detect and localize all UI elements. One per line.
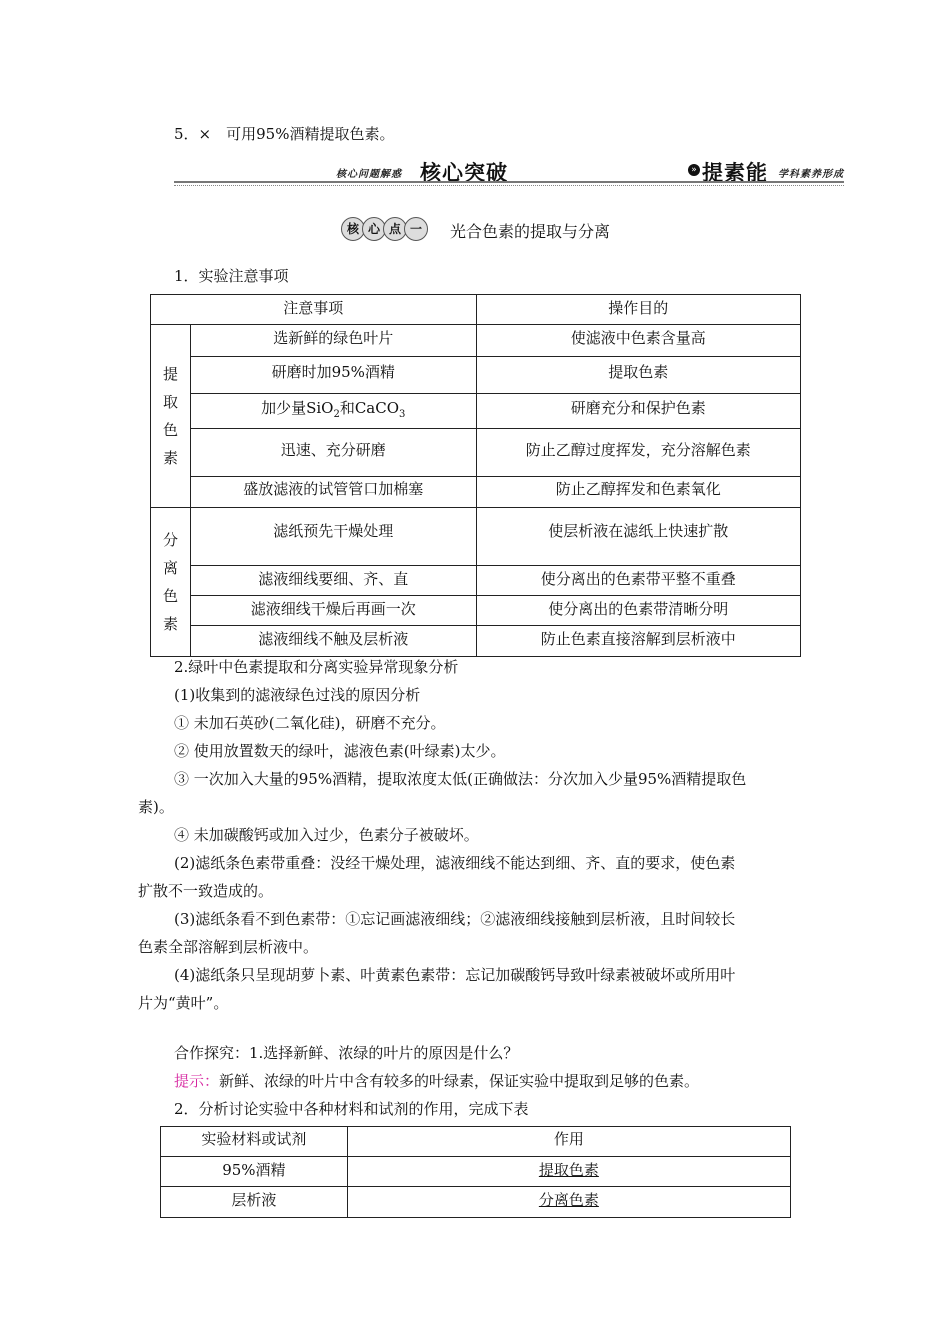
analysis-p1-4: ④ 未加碳酸钙或加入过少，色素分子被破坏。 (174, 826, 479, 844)
analysis-p1-2: ② 使用放置数天的绿叶，滤液色素(叶绿素)太少。 (174, 742, 506, 760)
header-purpose: 操作目的 (476, 295, 800, 325)
analysis-p2: (2)滤纸条色素带重叠：没经干燥处理，滤液细线不能达到细、齐、直的要求，使色素 (174, 854, 736, 872)
subscript: 3 (399, 409, 406, 420)
role-cell (347, 1187, 790, 1218)
purpose-cell: 研磨充分和保护色素 (476, 394, 800, 429)
role-cell (347, 1157, 790, 1187)
section-banner (174, 155, 844, 187)
item-cell: 滤液细线干燥后再画一次 (190, 596, 476, 626)
table-row (151, 477, 801, 508)
banner-title-core: 核心突破 (420, 161, 508, 185)
item-cell: 研磨时加95%酒精 (190, 357, 476, 394)
purpose-cell: 防止乙醇挥发和色素氧化 (476, 477, 800, 508)
label-char: 色 (162, 421, 178, 439)
header-role: 作用 (347, 1127, 790, 1157)
purpose-cell: 使层析液在滤纸上快速扩散 (476, 508, 800, 566)
label-char: 提 (162, 365, 178, 383)
banner-title-skill: 提素能 (702, 161, 768, 185)
purpose-cell: 提取色素 (476, 357, 800, 394)
item-text: 加少量SiO (261, 399, 334, 417)
analysis-p1-1: ① 未加石英砂(二氧化硅)，研磨不充分。 (174, 714, 446, 732)
table-row (161, 1187, 791, 1218)
banner-arrow-icon: » (688, 164, 700, 176)
label-char: 取 (162, 393, 178, 411)
explore-question-2: 2．分析讨论实验中各种材料和试剂的作用，完成下表 (174, 1100, 529, 1118)
table-header-row (151, 295, 801, 325)
purpose-cell: 防止乙醇过度挥发，充分溶解色素 (476, 429, 800, 477)
table-row (151, 429, 801, 477)
analysis-p4: (4)滤纸条只呈现胡萝卜素、叶黄素色素带：忘记加碳酸钙导致叶绿素被破坏或所用叶 (174, 966, 736, 984)
hint-text: 新鲜、浓绿的叶片中含有较多的叶绿素，保证实验中提取到足够的色素。 (219, 1072, 700, 1090)
explore-hint (174, 1071, 699, 1091)
item-cell: 滤纸预先干燥处理 (190, 508, 476, 566)
explore-question-1: 合作探究：1.选择新鲜、浓绿的叶片的原因是什么？ (174, 1044, 519, 1062)
badge-char: 核 (341, 217, 365, 241)
analysis-p3: (3)滤纸条看不到色素带：①忘记画滤液细线；②滤液细线接触到层析液，且时间较长 (174, 910, 736, 928)
purpose-cell: 使滤液中色素含量高 (476, 325, 800, 357)
analysis-p1-3-cont: 素)。 (138, 798, 174, 816)
badge-char: 点 (383, 217, 407, 241)
table-row (151, 394, 801, 429)
materials-table (160, 1126, 791, 1218)
table-row (151, 357, 801, 394)
banner-right-caption: 学科素养形成 (778, 169, 844, 180)
table-row (151, 596, 801, 626)
material-cell: 95%酒精 (161, 1157, 348, 1187)
label-char: 素 (162, 615, 178, 633)
table-row (151, 626, 801, 657)
analysis-p1: (1)收集到的滤液绿色过浅的原因分析 (174, 686, 421, 704)
section-title: 光合色素的提取与分离 (450, 222, 611, 241)
badge-char: 一 (404, 217, 428, 241)
analysis-p1-3: ③ 一次加入大量的95%酒精，提取浓度太低(正确做法：分次加入少量95%酒精提取色 (174, 770, 747, 788)
answer-line: 5．× 可用95%酒精提取色素。 (174, 125, 395, 143)
item-cell: 盛放滤液的试管管口加棉塞 (190, 477, 476, 508)
analysis-p3-cont: 色素全部溶解到层析液中。 (138, 938, 319, 956)
subscript: 2 (333, 409, 340, 420)
group-label-separate (151, 508, 191, 657)
table-row (151, 508, 801, 566)
core-point-badge (341, 217, 429, 241)
table-header-row (161, 1127, 791, 1157)
item-cell: 选新鲜的绿色叶片 (190, 325, 476, 357)
purpose-cell: 使分离出的色素带清晰分明 (476, 596, 800, 626)
table1-caption: 1．实验注意事项 (174, 267, 289, 285)
table-row (161, 1157, 791, 1187)
purpose-cell: 防止色素直接溶解到层析液中 (476, 626, 800, 657)
analysis-p2-cont: 扩散不一致造成的。 (138, 882, 274, 900)
table-row (151, 566, 801, 596)
badge-char: 心 (362, 217, 386, 241)
label-char: 离 (162, 559, 178, 577)
item-cell: 迅速、充分研磨 (190, 429, 476, 477)
material-cell: 层析液 (161, 1187, 348, 1218)
precautions-table (150, 294, 801, 657)
purpose-cell: 使分离出的色素带平整不重叠 (476, 566, 800, 596)
item-cell: 滤液细线要细、齐、直 (190, 566, 476, 596)
table-row (151, 325, 801, 357)
label-char: 素 (162, 449, 178, 467)
analysis-heading: 2.绿叶中色素提取和分离实验异常现象分析 (174, 658, 459, 676)
role-answer: 提取色素 (538, 1161, 599, 1179)
banner-rule (174, 181, 844, 183)
item-text: 和CaCO (339, 399, 400, 417)
analysis-p4-cont: 片为“黄叶”。 (138, 994, 229, 1012)
header-item: 注意事项 (151, 295, 477, 325)
item-cell: 滤液细线不触及层析液 (190, 626, 476, 657)
label-char: 分 (162, 531, 178, 549)
item-cell (190, 394, 476, 429)
banner-dotted-rule (174, 185, 844, 186)
header-material: 实验材料或试剂 (161, 1127, 348, 1157)
banner-left-caption: 核心问题解惑 (336, 169, 402, 180)
group-label-extract (151, 325, 191, 508)
hint-label: 提示： (174, 1072, 220, 1090)
role-answer: 分离色素 (538, 1191, 599, 1209)
label-char: 色 (162, 587, 178, 605)
